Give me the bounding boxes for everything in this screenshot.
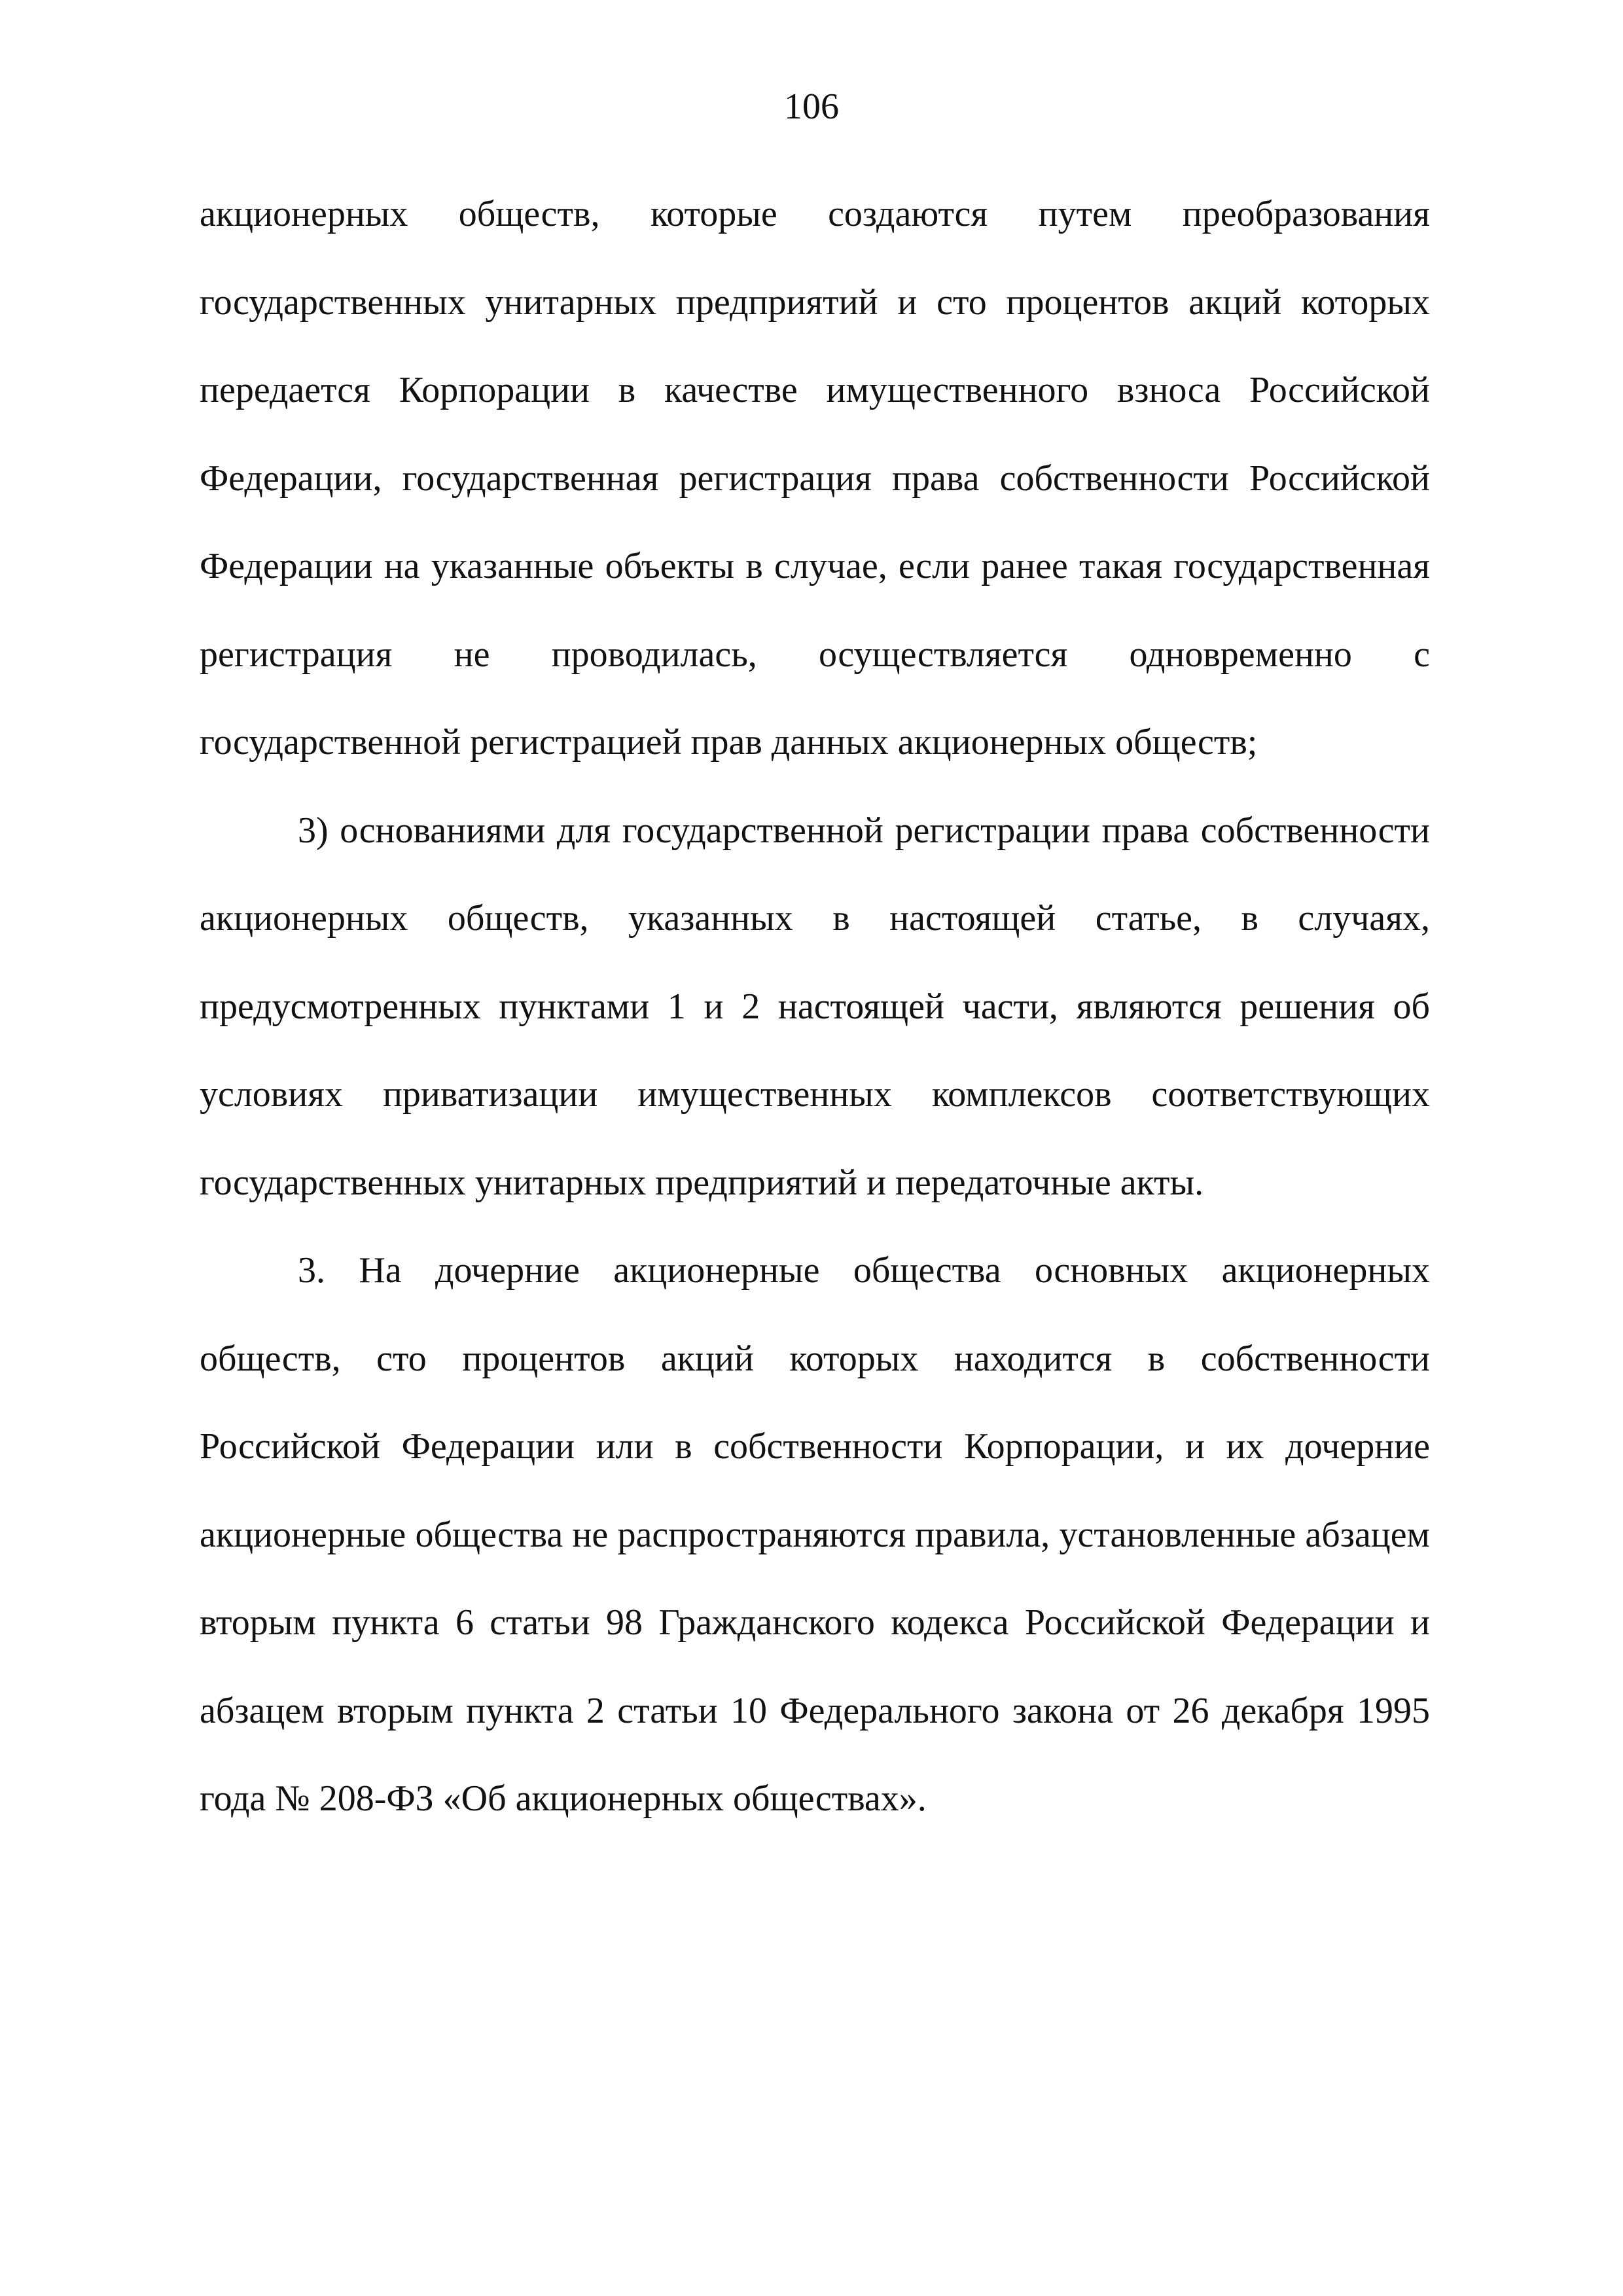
document-body — [200, 170, 1430, 1843]
page-number: 106 — [784, 86, 839, 127]
paragraph-item-3: 3) основаниями для государственной регистрации права собственности акционерных обществ, указанных в настоящей статье, в случаях, предусмотренных пунктами 1 и 2 настоящей части, являются решения об условиях приватизации имущественных комплексов соответствующих государственных унитарных предприятий и передаточные акты. — [200, 810, 1430, 1203]
paragraph-continuation: акционерных обществ, которые создаются путем преобразования государственных унитарных предприятий и сто процентов акций которых передается Корпорации в качестве имущественного взноса Российской Федерации, государственная регистрация права собственности Российской Федерации на указанные объекты в случае, если ранее такая государственная регистрация не проводилась, осуществляется одновременно с государственной регистрацией прав данных акционерных обществ; — [200, 194, 1430, 762]
paragraph-part-3: 3. На дочерние акционерные общества основных акционерных обществ, сто процентов акций которых находится в собственности Российской Федерации или в собственности Корпорации, и их дочерние акционерные общества не распространяются правила, установленные абзацем вторым пункта 6 статьи 98 Гражданского кодекса Российской Федерации и абзацем вторым пункта 2 статьи 10 Федерального закона от 26 декабря 1995 года № 208-ФЗ «Об акционерных обществах». — [200, 1250, 1430, 1819]
